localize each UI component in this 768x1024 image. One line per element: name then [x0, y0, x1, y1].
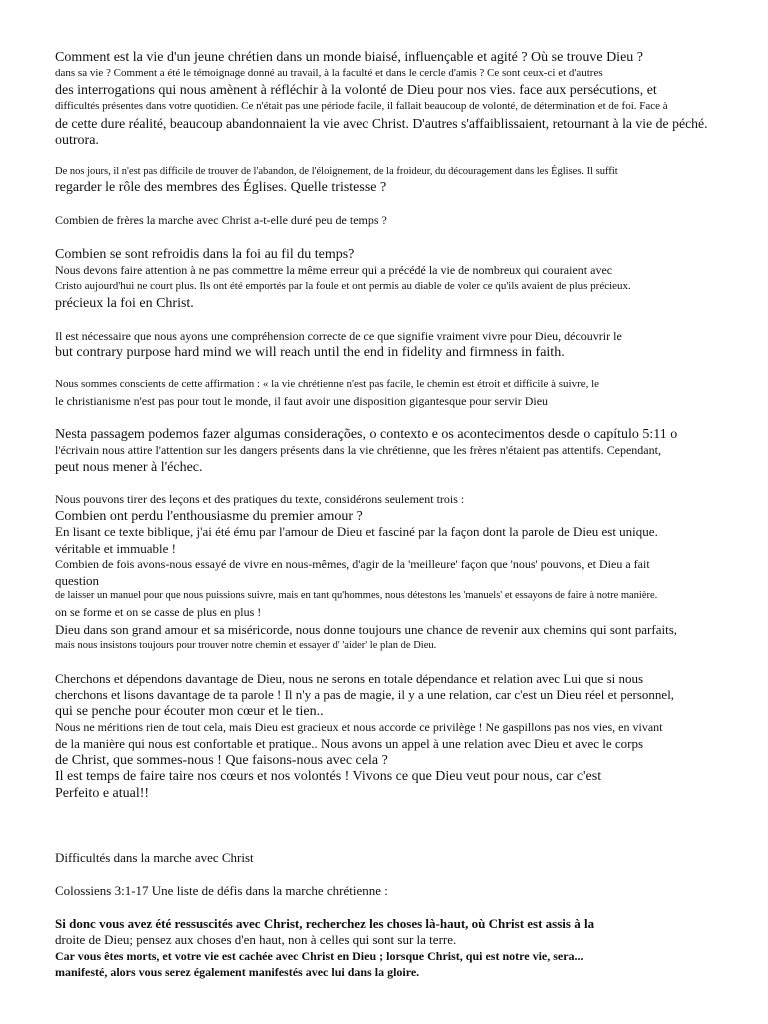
text-line: Nous pouvons tirer des leçons et des pratiques du texte, considérons seulement trois :: [55, 492, 465, 506]
text-line: Cristo aujourd'hui ne court plus. Ils ont été emportés par la foule et ont permis au diable de voler ce qu'ils avaient de plus précieux.: [55, 280, 631, 292]
text-line: Comment est la vie d'un jeune chrétien dans un monde biaisé, influençable et agité ? Où se trouve Dieu ?: [55, 50, 643, 65]
text-line: regarder le rôle des membres des Églises. Quelle tristesse ?: [55, 180, 387, 195]
text-line: de Christ, que sommes-nous ! Que faisons-nous avec cela ?: [55, 753, 388, 768]
text-line: Il est temps de faire taire nos cœurs et nos volontés ! Vivons ce que Dieu veut pour nous, car c'est: [55, 769, 602, 784]
text-line: véritable et immuable !: [55, 541, 176, 556]
text-line: de cette dure réalité, beaucoup abandonnaient la vie avec Christ. D'autres s'affaiblissaient, retournant à la vie de péché.: [55, 116, 708, 131]
text-line: Combien de frères la marche avec Christ a-t-elle duré peu de temps ?: [55, 213, 387, 227]
text-line: Perfeito e atual!!: [55, 786, 150, 801]
text-line: Combien ont perdu l'enthousiasme du premier amour ?: [55, 509, 363, 524]
text-line: dans sa vie ? Comment a été le témoignage donné au travail, à la faculté et dans le cercle d'amis ? Ce sont ceux-ci et d'autres: [55, 67, 603, 79]
text-line: Nous sommes conscients de cette affirmation : « la vie chrétienne n'est pas facile, le chemin est étroit et difficile à suivre, le: [55, 378, 600, 390]
text-line: Nous ne méritions rien de tout cela, mais Dieu est gracieux et nous accorde ce privilège ! Ne gaspillons pas nos vies, en vivant: [55, 720, 663, 734]
text-line: difficultés présentes dans votre quotidien. Ce n'était pas une période facile, il fallait beaucoup de volonté, de détermination et de foi. Face à: [55, 100, 668, 112]
text-line: Nous devons faire attention à ne pas commettre la même erreur qui a précédé la vie de nombreux qui couraient avec: [55, 263, 613, 277]
text-line: mais nous insistons toujours pour trouver notre chemin et essayer d' 'aider' le plan de Dieu.: [55, 640, 437, 651]
text-line: Dieu dans son grand amour et sa miséricorde, nous donne toujours une chance de revenir aux chemins qui sont parfaits,: [55, 622, 678, 637]
scripture-line: Si donc vous avez été ressuscités avec Christ, recherchez les choses là-haut, où Christ est assis à la: [55, 916, 595, 931]
text-line: Il est nécessaire que nous ayons une compréhension correcte de ce que signifie vraiment vivre pour Dieu, découvrir le: [55, 329, 622, 343]
text-line: but contrary purpose hard mind we will reach until the end in fidelity and firmness in faith.: [55, 345, 565, 360]
text-line: l'écrivain nous attire l'attention sur les dangers présents dans la vie chrétienne, que les frères n'étaient pas attentifs. Cependant,: [55, 443, 661, 457]
text-line: Combien se sont refroidis dans la foi au fil du temps?: [55, 247, 355, 262]
text-line: de laisser un manuel pour que nous puissions suivre, mais en tant qu'hommes, nous détestons les 'manuels' et essayons de faire à notre manière.: [55, 590, 658, 601]
text-line: le christianisme n'est pas pour tout le monde, il faut avoir une disposition gigantesque pour servir Dieu: [55, 394, 549, 408]
text-line: peut nous mener à l'échec.: [55, 460, 203, 475]
text-line: question: [55, 573, 100, 588]
text-line: Nesta passagem podemos fazer algumas considerações, o contexto e os acontecimentos desde o capítulo 5:11 o: [55, 427, 678, 442]
text-line: Combien de fois avons-nous essayé de vivre en nous-mêmes, d'agir de la 'meilleure' façon que 'nous' pouvons, et Dieu a fait: [55, 557, 650, 571]
text-line: De nos jours, il n'est pas difficile de trouver de l'abandon, de l'éloignement, de la froideur, du découragement dans les Églises. Il suffit: [55, 166, 618, 177]
text-line: cherchons et lisons davantage de ta parole ! Il n'y a pas de magie, il y a une relation, car c'est un Dieu réel et personnel,: [55, 687, 675, 702]
section-heading: Difficultés dans la marche avec Christ: [55, 850, 254, 865]
text-line: des interrogations qui nous amènent à réfléchir à la volonté de Dieu pour nos vies. face aux persécutions, et: [55, 83, 657, 98]
text-line: outrora.: [55, 133, 99, 148]
text-line: on se forme et on se casse de plus en plus !: [55, 605, 262, 619]
text-line: précieux la foi en Christ.: [55, 296, 194, 311]
text-line: Colossiens 3:1-17 Une liste de défis dans la marche chrétienne :: [55, 883, 388, 898]
text-line: Cherchons et dépendons davantage de Dieu, nous ne serons en totale dépendance et relation avec Lui que si nous: [55, 671, 644, 686]
text-line: de la manière qui nous est confortable et pratique.. Nous avons un appel à une relation avec Dieu et avec le corps: [55, 736, 644, 751]
scripture-line: Car vous êtes morts, et votre vie est cachée avec Christ en Dieu ; lorsque Christ, qui est notre vie, sera...: [55, 949, 584, 963]
text-line: droite de Dieu; pensez aux choses d'en haut, non à celles qui sont sur la terre.: [55, 932, 457, 947]
scripture-line: manifesté, alors vous serez également manifestés avec lui dans la gloire.: [55, 965, 420, 979]
text-line: En lisant ce texte biblique, j'ai été ému par l'amour de Dieu et fasciné par la façon dont la parole de Dieu est unique.: [55, 524, 658, 539]
text-line: qui se penche pour écouter mon cœur et le tien..: [55, 704, 324, 719]
